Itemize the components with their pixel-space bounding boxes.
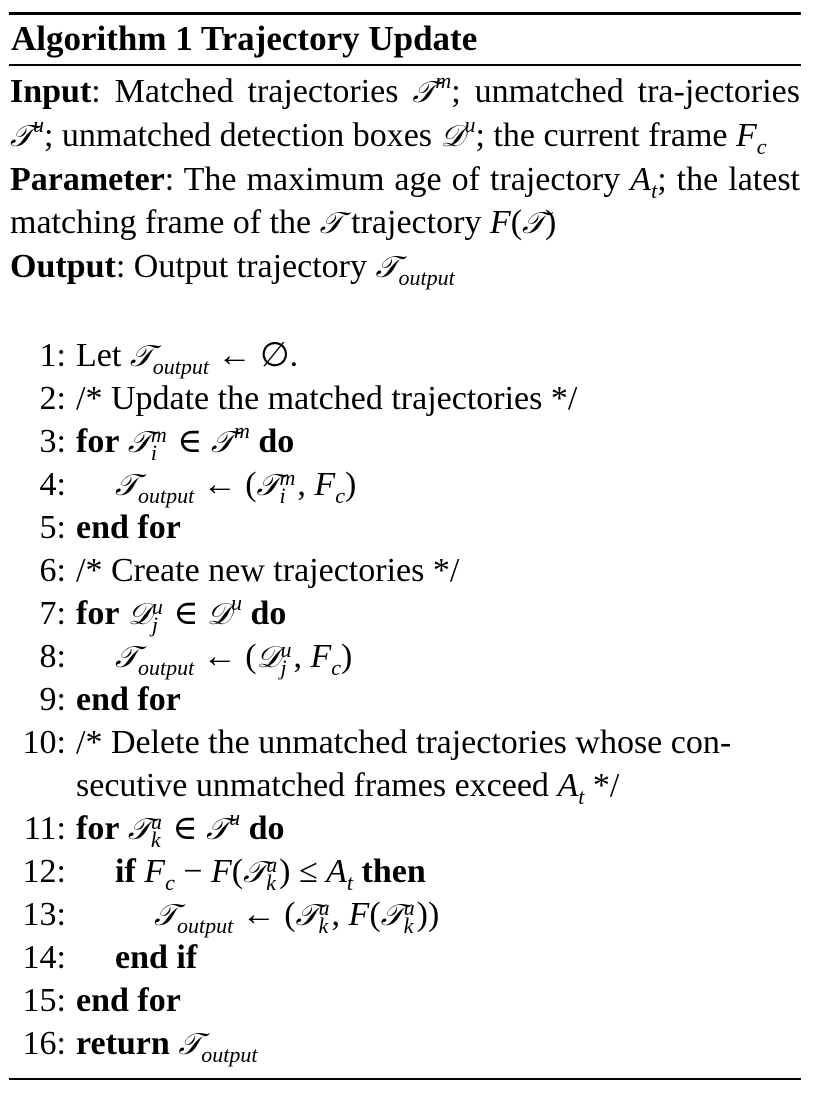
in-symbol: ∈ <box>172 810 198 847</box>
sub-t: t <box>578 784 585 809</box>
sup-u: u <box>231 590 242 615</box>
line-number: 13: <box>22 896 66 933</box>
sub-c: c <box>165 870 175 895</box>
symbol-D: 𝒟 <box>207 597 231 632</box>
symbol-T: 𝒯 <box>412 75 436 110</box>
symbol-T: 𝒯 <box>115 640 138 675</box>
parameter-text: : The maximum age of trajectory <box>164 161 631 198</box>
symbol-T: 𝒯 <box>206 812 230 847</box>
output-section <box>10 245 800 289</box>
symbol-F: F <box>736 117 757 154</box>
return-keyword: return <box>76 1025 170 1062</box>
input-label: Input <box>10 73 92 110</box>
line-number: 14: <box>22 939 66 976</box>
symbol-D: 𝒟 <box>127 597 152 632</box>
sup-u: u <box>464 112 476 137</box>
supsub-u-k: u k <box>403 895 415 939</box>
end-for-keyword: end for <box>76 982 181 1019</box>
line-number: 8: <box>39 638 66 675</box>
arrow-symbol: ← <box>217 337 252 374</box>
algorithm-title: Algorithm 1 Trajectory Update <box>11 19 478 58</box>
line-number: 12: <box>22 853 66 890</box>
symbol-F: F <box>348 896 370 933</box>
symbol-T: 𝒯 <box>127 812 151 847</box>
symbol-F: F <box>211 853 232 890</box>
input-section <box>10 70 800 158</box>
line-number: 11: <box>23 810 66 847</box>
end-if-keyword: end if <box>115 939 198 976</box>
sub-c: c <box>335 483 345 508</box>
symbol-D: 𝒟 <box>440 119 465 154</box>
sub-output: output <box>137 483 195 508</box>
symbol-T: 𝒯 <box>319 206 343 241</box>
sup-u: u <box>32 112 44 137</box>
sup-u: u <box>229 805 241 830</box>
in-symbol: ∈ <box>177 423 203 460</box>
for-keyword: for <box>76 595 120 632</box>
emptyset-symbol: ∅ <box>260 337 290 374</box>
step-line: 1: Let 𝒯$_{output}$ ← ∅. <box>10 334 800 377</box>
sub-c: c <box>756 134 767 159</box>
sup-m: m <box>233 418 250 443</box>
symbol-T: 𝒯 <box>256 468 280 503</box>
parameter-text: ; the latest matching frame of the <box>10 161 800 241</box>
step-line <box>10 377 800 420</box>
line-number: 1: <box>39 337 66 374</box>
supsub-m-i: m i <box>279 465 296 509</box>
comment-end: */ <box>584 767 620 804</box>
symbol-T: 𝒯 <box>129 339 153 374</box>
input-text: ; unmatched detection boxes <box>43 117 441 154</box>
symbol-T: 𝒯 <box>375 250 399 285</box>
bottom-rule <box>9 1078 801 1080</box>
step-line <box>10 590 800 638</box>
step-line <box>10 549 800 592</box>
symbol-T: 𝒯 <box>522 206 545 241</box>
symbol-F: F <box>144 853 166 890</box>
symbol-A: A <box>630 161 652 198</box>
line-number: 15: <box>22 982 66 1019</box>
comment-create: /* Create new trajectories */ <box>76 552 460 589</box>
for-keyword: for <box>76 810 120 847</box>
supsub-u-j: u j <box>151 594 163 638</box>
supsub-u-k: u k <box>150 809 162 853</box>
line-number: 2: <box>39 380 66 417</box>
algorithm-header <box>10 70 800 289</box>
sub-t: t <box>346 870 354 895</box>
comment-delete-continued: secutive unmatched frames exceed <box>76 767 558 804</box>
sub-c: c <box>331 655 342 680</box>
parameter-label: Parameter <box>10 161 165 198</box>
sub-output: output <box>152 354 210 379</box>
sup-m: m <box>435 68 452 93</box>
output-label: Output <box>10 248 116 285</box>
arrow-symbol: ← <box>241 896 276 933</box>
parameter-text: trajectory <box>342 204 490 241</box>
output-text: : Output trajectory <box>115 248 376 285</box>
top-rule <box>9 12 801 15</box>
step-line <box>10 721 800 764</box>
symbol-T: 𝒯 <box>380 898 404 933</box>
step-line: 12: if $F_c$ − F(𝒯 u k ) ≤ $A_t$ then <box>10 850 800 893</box>
sub-output: output <box>176 913 234 938</box>
symbol-T: 𝒯 <box>10 119 33 154</box>
symbol-T: 𝒯 <box>127 425 151 460</box>
symbol-A: A <box>326 853 347 890</box>
sub-t: t <box>651 178 658 203</box>
symbol-F: F <box>489 204 511 241</box>
line-number: 16: <box>22 1025 66 1062</box>
in-symbol: ∈ <box>173 595 199 632</box>
arrow-symbol: ← <box>202 638 237 675</box>
let-keyword: Let <box>76 337 122 374</box>
symbol-T: 𝒯 <box>295 898 319 933</box>
step-line-continued <box>10 764 800 807</box>
supsub-u-k: u k <box>266 852 278 896</box>
step-line <box>10 805 800 853</box>
symbol-A: A <box>557 767 579 804</box>
leq-symbol: ≤ <box>298 853 318 890</box>
line-number: 7: <box>39 595 66 632</box>
title-rule <box>9 64 801 66</box>
for-keyword: for <box>76 423 120 460</box>
line-number: 10: <box>22 724 66 761</box>
input-text: ; unmatched tra-jectories <box>451 73 800 110</box>
symbol-T: 𝒯 <box>154 898 177 933</box>
symbol-T: 𝒯 <box>210 425 234 460</box>
if-keyword: if <box>115 853 136 890</box>
step-line <box>10 1022 800 1065</box>
do-keyword: do <box>258 423 295 460</box>
line-number: 5: <box>39 509 66 546</box>
comment-delete: /* Delete the unmatched trajectories whose con- <box>76 724 732 761</box>
parameter-section: Parameter: The maximum age of trajectory $A_t$; the latest matching frame of the 𝒯 trajectory F(𝒯) <box>10 161 800 241</box>
step-line: 8: 𝒯$_{output}$ ← (𝒟 u j , $F_c$) <box>10 635 800 678</box>
line-number: 3: <box>39 423 66 460</box>
then-keyword: then <box>361 853 426 890</box>
minus-symbol: − <box>183 853 203 890</box>
symbol-D: 𝒟 <box>256 640 281 675</box>
algorithm-steps <box>10 334 800 1065</box>
line-number: 6: <box>39 552 66 589</box>
symbol-F: F <box>310 638 332 675</box>
comment-update: /* Update the matched trajectories */ <box>76 380 578 417</box>
sub-output: output <box>201 1042 258 1067</box>
line-number: 4: <box>39 466 66 503</box>
do-keyword: do <box>248 810 285 847</box>
symbol-T: 𝒯 <box>115 468 138 503</box>
input-text: ; the current frame <box>475 117 737 154</box>
sub-output: output <box>137 655 195 680</box>
symbol-F: F <box>314 466 336 503</box>
arrow-symbol: ← <box>202 466 237 503</box>
step-line <box>10 418 800 466</box>
line-number: 9: <box>39 681 66 718</box>
step-line <box>10 678 800 721</box>
step-line <box>10 936 800 979</box>
input-text: : Matched trajectories <box>91 73 413 110</box>
end-for-keyword: end for <box>76 509 181 546</box>
step-line <box>10 506 800 549</box>
symbol-T: 𝒯 <box>178 1027 202 1062</box>
supsub-u-k: u k <box>318 895 330 939</box>
step-line: 13: 𝒯$_{output}$ ← (𝒯 u k , F(𝒯 u k )) <box>10 893 800 936</box>
supsub-m-i: m i <box>150 422 167 466</box>
step-line: 4: 𝒯$_{output}$ ← (𝒯 m i , $F_c$) <box>10 463 800 506</box>
sub-output: output <box>398 265 455 290</box>
do-keyword: do <box>250 595 287 632</box>
end-for-keyword: end for <box>76 681 181 718</box>
supsub-u-j: u j <box>280 637 292 681</box>
symbol-T: 𝒯 <box>243 855 267 890</box>
step-line <box>10 979 800 1022</box>
